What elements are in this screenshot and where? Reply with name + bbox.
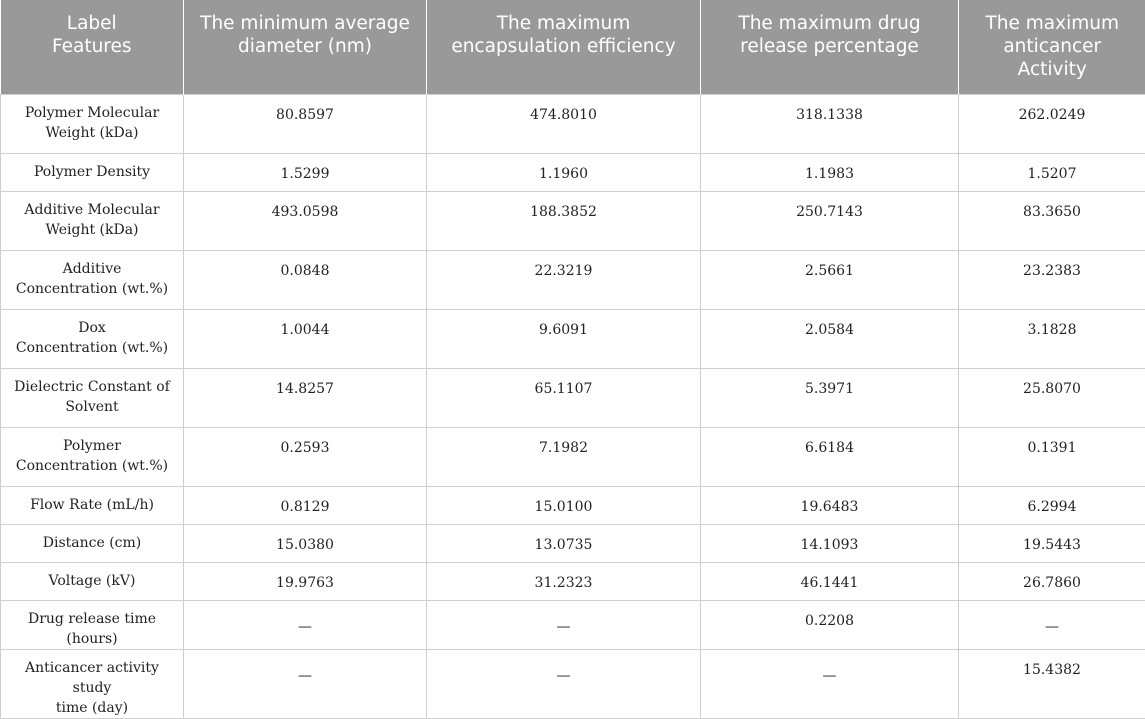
table-cell	[959, 191, 1145, 250]
cell-value: 9.6091	[539, 320, 588, 340]
cell-value: 15.0100	[535, 497, 593, 517]
cell-value: 19.5443	[1023, 535, 1081, 555]
row-label-line: Polymer	[63, 438, 121, 454]
table-cell	[959, 524, 1145, 562]
table-cell	[959, 153, 1145, 191]
cell-value: 474.8010	[530, 105, 597, 125]
column-header-line: Activity	[1018, 59, 1087, 80]
row-label-line: Weight (kDa)	[45, 222, 138, 238]
row-label-line: Dox	[78, 320, 106, 336]
row-label	[1, 250, 184, 309]
cell-value: 19.9763	[276, 573, 334, 593]
table-row	[1, 309, 1145, 368]
table-body	[1, 94, 1145, 718]
row-label	[1, 600, 184, 649]
cell-value: 15.0380	[276, 535, 334, 555]
table-cell	[959, 250, 1145, 309]
table-cell	[427, 562, 701, 600]
cell-value: 83.3650	[1023, 202, 1081, 222]
column-header	[1, 0, 184, 94]
cell-value: 46.1441	[801, 573, 859, 593]
cell-value: 0.0848	[281, 261, 330, 281]
row-label-line: Additive Molecular	[24, 202, 159, 218]
row-label-line: Voltage (kV)	[49, 573, 136, 589]
row-label	[1, 427, 184, 486]
row-label-line: Flow Rate (mL/h)	[30, 497, 154, 513]
table-cell	[701, 250, 959, 309]
cell-value: —	[557, 617, 571, 637]
table-cell	[701, 486, 959, 524]
table-row	[1, 427, 1145, 486]
cell-value: 5.3971	[805, 379, 854, 399]
cell-value: 22.3219	[535, 261, 593, 281]
cell-value: —	[557, 666, 571, 686]
row-label	[1, 191, 184, 250]
row-label	[1, 524, 184, 562]
table-cell	[184, 600, 427, 649]
cell-value: 493.0598	[272, 202, 339, 222]
table-cell	[184, 94, 427, 153]
table-row	[1, 368, 1145, 427]
row-label-line: Polymer Molecular	[25, 105, 159, 121]
cell-value: 23.2383	[1023, 261, 1081, 281]
table-cell	[959, 486, 1145, 524]
table-cell	[184, 649, 427, 718]
cell-value: 25.8070	[1023, 379, 1081, 399]
table-cell	[184, 368, 427, 427]
column-header	[959, 0, 1145, 94]
table-row	[1, 250, 1145, 309]
table-cell	[701, 427, 959, 486]
row-label	[1, 486, 184, 524]
column-header-text	[7, 0, 178, 58]
table-cell	[701, 153, 959, 191]
column-header-line: Features	[52, 36, 132, 57]
cell-value: 65.1107	[535, 379, 593, 399]
row-label	[1, 94, 184, 153]
column-header-line: diameter (nm)	[238, 36, 372, 57]
table-cell	[701, 94, 959, 153]
table-cell	[959, 309, 1145, 368]
cell-value: 0.2208	[805, 611, 854, 631]
row-label-line: Concentration (wt.%)	[16, 281, 168, 297]
row-label-line: Concentration (wt.%)	[16, 458, 168, 474]
cell-value: 7.1982	[539, 438, 588, 458]
cell-value: 2.0584	[805, 320, 854, 340]
row-label-line: Weight (kDa)	[45, 125, 138, 141]
table-cell	[701, 191, 959, 250]
table-cell	[427, 153, 701, 191]
table-cell	[959, 427, 1145, 486]
column-header-line: The minimum average	[200, 13, 410, 34]
cell-value: 1.5299	[281, 164, 330, 184]
table-row	[1, 524, 1145, 562]
row-label	[1, 368, 184, 427]
cell-value: 26.7860	[1023, 573, 1081, 593]
cell-value: 1.1960	[539, 164, 588, 184]
cell-value: 14.8257	[276, 379, 334, 399]
cell-value: —	[823, 666, 837, 686]
row-label-line: Anticancer activity study	[25, 660, 159, 696]
column-header-line: The maximum drug	[738, 13, 920, 34]
table-cell	[959, 600, 1145, 649]
cell-value: 14.1093	[801, 535, 859, 555]
table-cell	[184, 191, 427, 250]
row-label-line: Distance (cm)	[43, 535, 142, 551]
row-label	[1, 649, 184, 718]
table-cell	[701, 600, 959, 649]
table-cell	[427, 600, 701, 649]
table-cell	[184, 427, 427, 486]
cell-value: 1.1983	[805, 164, 854, 184]
row-label-line: Solvent	[65, 399, 118, 415]
row-label-line: Additive	[63, 261, 122, 277]
cell-value: 318.1338	[796, 105, 863, 125]
row-label-line: Dielectric Constant of	[14, 379, 170, 395]
column-header-line: Label	[67, 13, 117, 34]
table-cell	[427, 309, 701, 368]
row-label	[1, 309, 184, 368]
table-cell	[959, 562, 1145, 600]
table-cell	[701, 562, 959, 600]
table-cell	[959, 368, 1145, 427]
table-cell	[701, 524, 959, 562]
cell-value: 250.7143	[796, 202, 863, 222]
cell-value: 262.0249	[1019, 105, 1086, 125]
cell-value: 2.5661	[805, 261, 854, 281]
table-cell	[959, 94, 1145, 153]
column-header-line: anticancer	[1003, 36, 1101, 57]
table-row	[1, 153, 1145, 191]
column-header-line: encapsulation efficiency	[451, 36, 675, 57]
table-cell	[184, 524, 427, 562]
cell-value: 13.0735	[535, 535, 593, 555]
cell-value: 3.1828	[1028, 320, 1077, 340]
row-label-line: Polymer Density	[34, 164, 150, 180]
table-cell	[427, 524, 701, 562]
cell-value: 31.2323	[535, 573, 593, 593]
table-row	[1, 191, 1145, 250]
column-header	[184, 0, 427, 94]
table-cell	[184, 486, 427, 524]
table-cell	[427, 250, 701, 309]
cell-value: 0.2593	[281, 438, 330, 458]
cell-value: 15.4382	[1023, 660, 1081, 680]
table-cell	[184, 562, 427, 600]
table-row	[1, 600, 1145, 649]
table-cell	[701, 368, 959, 427]
table-cell	[427, 427, 701, 486]
cell-value: 0.1391	[1028, 438, 1077, 458]
table-cell	[427, 191, 701, 250]
cell-value: —	[298, 617, 312, 637]
column-header-line: release percentage	[740, 36, 919, 57]
cell-value: 6.2994	[1028, 497, 1077, 517]
cell-value: 1.5207	[1028, 164, 1077, 184]
table-cell	[701, 649, 959, 718]
table-row	[1, 94, 1145, 153]
column-header	[701, 0, 959, 94]
cell-value: 19.6483	[801, 497, 859, 517]
column-header-text	[433, 0, 694, 58]
table-row	[1, 649, 1145, 718]
table-cell	[427, 94, 701, 153]
column-header-line: The maximum	[497, 13, 631, 34]
row-label	[1, 153, 184, 191]
table-cell	[184, 309, 427, 368]
table-row	[1, 486, 1145, 524]
table-row	[1, 562, 1145, 600]
column-header-text	[190, 0, 420, 58]
cell-value: —	[1045, 617, 1059, 637]
table-cell	[427, 486, 701, 524]
cell-value: 1.0044	[281, 320, 330, 340]
table-cell	[184, 250, 427, 309]
table-cell	[184, 153, 427, 191]
column-header-text	[707, 0, 952, 58]
cell-value: —	[298, 666, 312, 686]
cell-value: 6.6184	[805, 438, 854, 458]
column-header-text	[965, 0, 1140, 81]
cell-value: 0.8129	[281, 497, 330, 517]
table-cell	[427, 368, 701, 427]
cell-value: 188.3852	[530, 202, 597, 222]
table-cell	[427, 649, 701, 718]
table-header-row	[1, 0, 1145, 94]
row-label-line: Drug release time (hours)	[28, 611, 156, 647]
row-label-line: Concentration (wt.%)	[16, 340, 168, 356]
cell-value: 80.8597	[276, 105, 334, 125]
row-label	[1, 562, 184, 600]
table-cell	[959, 649, 1145, 718]
table-cell	[701, 309, 959, 368]
row-label-line: time (day)	[56, 700, 128, 716]
column-header	[427, 0, 701, 94]
column-header-line: The maximum	[985, 13, 1119, 34]
